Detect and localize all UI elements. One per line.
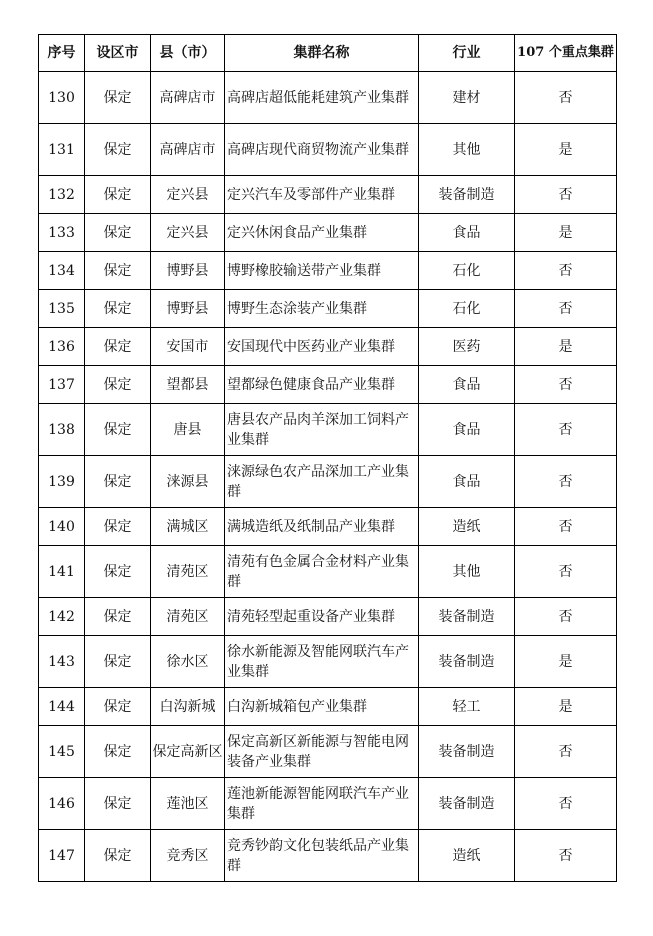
cell-key-cluster: 否 (515, 778, 617, 830)
cell-cluster-name: 竞秀钞韵文化包装纸品产业集群 (225, 830, 419, 882)
cell-industry: 装备制造 (419, 636, 515, 688)
cell-city: 保定 (85, 508, 151, 546)
table-row (39, 456, 617, 508)
cell-city: 保定 (85, 598, 151, 636)
header-index: 序号 (39, 35, 85, 72)
cell-key-cluster: 是 (515, 214, 617, 252)
cell-city: 保定 (85, 366, 151, 404)
cell-index: 131 (39, 124, 85, 176)
table-row (39, 636, 617, 688)
cell-county: 竞秀区 (151, 830, 225, 882)
cell-county: 白沟新城 (151, 688, 225, 726)
cell-index: 135 (39, 290, 85, 328)
cell-industry: 轻工 (419, 688, 515, 726)
cell-cluster-name: 清苑有色金属合金材料产业集群 (225, 546, 419, 598)
cell-industry: 食品 (419, 366, 515, 404)
cell-cluster-name: 保定高新区新能源与智能电网装备产业集群 (225, 726, 419, 778)
cell-county: 涞源县 (151, 456, 225, 508)
cell-county: 定兴县 (151, 214, 225, 252)
cell-city: 保定 (85, 124, 151, 176)
table-row (39, 176, 617, 214)
table-row (39, 214, 617, 252)
cell-key-cluster: 否 (515, 252, 617, 290)
cell-key-cluster: 是 (515, 328, 617, 366)
table-row (39, 508, 617, 546)
table-row (39, 252, 617, 290)
cell-industry: 石化 (419, 252, 515, 290)
cell-key-cluster: 否 (515, 290, 617, 328)
table-row (39, 598, 617, 636)
cell-key-cluster: 否 (515, 830, 617, 882)
cell-index: 142 (39, 598, 85, 636)
cell-county: 博野县 (151, 290, 225, 328)
cell-cluster-name: 定兴休闲食品产业集群 (225, 214, 419, 252)
table-row (39, 328, 617, 366)
cell-cluster-name: 清苑轻型起重设备产业集群 (225, 598, 419, 636)
cell-key-cluster: 否 (515, 72, 617, 124)
cell-industry: 造纸 (419, 508, 515, 546)
cell-industry: 装备制造 (419, 176, 515, 214)
cell-cluster-name: 白沟新城箱包产业集群 (225, 688, 419, 726)
cell-city: 保定 (85, 72, 151, 124)
cell-cluster-name: 徐水新能源及智能网联汽车产业集群 (225, 636, 419, 688)
cell-county: 清苑区 (151, 546, 225, 598)
cell-industry: 其他 (419, 546, 515, 598)
table-row (39, 688, 617, 726)
header-cluster-name: 集群名称 (225, 35, 419, 72)
cell-index: 143 (39, 636, 85, 688)
cell-cluster-name: 博野橡胶输送带产业集群 (225, 252, 419, 290)
cell-index: 137 (39, 366, 85, 404)
cell-cluster-name: 高碑店现代商贸物流产业集群 (225, 124, 419, 176)
cell-cluster-name: 望都绿色健康食品产业集群 (225, 366, 419, 404)
cell-county: 保定高新区 (151, 726, 225, 778)
table-row (39, 546, 617, 598)
cluster-table (38, 34, 617, 882)
cell-cluster-name: 莲池新能源智能网联汽车产业集群 (225, 778, 419, 830)
cell-city: 保定 (85, 290, 151, 328)
table-header-row (39, 35, 617, 72)
cell-city: 保定 (85, 404, 151, 456)
table-row (39, 290, 617, 328)
header-county: 县（市） (151, 35, 225, 72)
table-row (39, 404, 617, 456)
cell-county: 望都县 (151, 366, 225, 404)
cell-industry: 食品 (419, 456, 515, 508)
cell-city: 保定 (85, 778, 151, 830)
cell-county: 高碑店市 (151, 72, 225, 124)
cell-industry: 装备制造 (419, 726, 515, 778)
header-city: 设区市 (85, 35, 151, 72)
cell-cluster-name: 定兴汽车及零部件产业集群 (225, 176, 419, 214)
cell-county: 高碑店市 (151, 124, 225, 176)
cell-index: 147 (39, 830, 85, 882)
cell-city: 保定 (85, 688, 151, 726)
cell-index: 140 (39, 508, 85, 546)
cell-county: 满城区 (151, 508, 225, 546)
cell-city: 保定 (85, 214, 151, 252)
table-row (39, 366, 617, 404)
cell-county: 莲池区 (151, 778, 225, 830)
cell-county: 定兴县 (151, 176, 225, 214)
cell-industry: 装备制造 (419, 598, 515, 636)
table-row (39, 72, 617, 124)
cluster-table-container (38, 34, 616, 882)
cell-cluster-name: 满城造纸及纸制品产业集群 (225, 508, 419, 546)
cell-key-cluster: 否 (515, 508, 617, 546)
cell-city: 保定 (85, 176, 151, 214)
cell-index: 139 (39, 456, 85, 508)
cell-index: 141 (39, 546, 85, 598)
cell-industry: 建材 (419, 72, 515, 124)
cell-county: 唐县 (151, 404, 225, 456)
cell-cluster-name: 博野生态涂装产业集群 (225, 290, 419, 328)
cell-key-cluster: 是 (515, 636, 617, 688)
cell-index: 134 (39, 252, 85, 290)
cell-key-cluster: 否 (515, 726, 617, 778)
cell-key-cluster: 是 (515, 688, 617, 726)
cell-index: 144 (39, 688, 85, 726)
cell-cluster-name: 涞源绿色农产品深加工产业集群 (225, 456, 419, 508)
cell-county: 清苑区 (151, 598, 225, 636)
cell-city: 保定 (85, 830, 151, 882)
cell-key-cluster: 否 (515, 598, 617, 636)
header-key-cluster: 107 个重点集群 (515, 35, 617, 72)
cell-cluster-name: 安国现代中医药业产业集群 (225, 328, 419, 366)
cell-cluster-name: 高碑店超低能耗建筑产业集群 (225, 72, 419, 124)
cell-city: 保定 (85, 546, 151, 598)
cell-cluster-name: 唐县农产品肉羊深加工饲料产业集群 (225, 404, 419, 456)
cell-city: 保定 (85, 328, 151, 366)
cell-industry: 食品 (419, 404, 515, 456)
cell-key-cluster: 否 (515, 456, 617, 508)
cell-index: 136 (39, 328, 85, 366)
cell-city: 保定 (85, 456, 151, 508)
cell-industry: 其他 (419, 124, 515, 176)
cell-city: 保定 (85, 252, 151, 290)
cell-index: 133 (39, 214, 85, 252)
table-row (39, 726, 617, 778)
cell-key-cluster: 否 (515, 366, 617, 404)
table-row (39, 124, 617, 176)
cell-index: 146 (39, 778, 85, 830)
table-row (39, 830, 617, 882)
cell-key-cluster: 是 (515, 124, 617, 176)
header-industry: 行业 (419, 35, 515, 72)
cell-key-cluster: 否 (515, 546, 617, 598)
cell-index: 130 (39, 72, 85, 124)
cell-key-cluster: 否 (515, 404, 617, 456)
cell-industry: 食品 (419, 214, 515, 252)
cell-index: 132 (39, 176, 85, 214)
cell-county: 徐水区 (151, 636, 225, 688)
cell-county: 安国市 (151, 328, 225, 366)
cell-key-cluster: 否 (515, 176, 617, 214)
table-row (39, 778, 617, 830)
cell-industry: 石化 (419, 290, 515, 328)
cell-city: 保定 (85, 636, 151, 688)
cell-index: 138 (39, 404, 85, 456)
cell-city: 保定 (85, 726, 151, 778)
cell-industry: 造纸 (419, 830, 515, 882)
cell-industry: 医药 (419, 328, 515, 366)
cell-industry: 装备制造 (419, 778, 515, 830)
cell-county: 博野县 (151, 252, 225, 290)
cell-index: 145 (39, 726, 85, 778)
